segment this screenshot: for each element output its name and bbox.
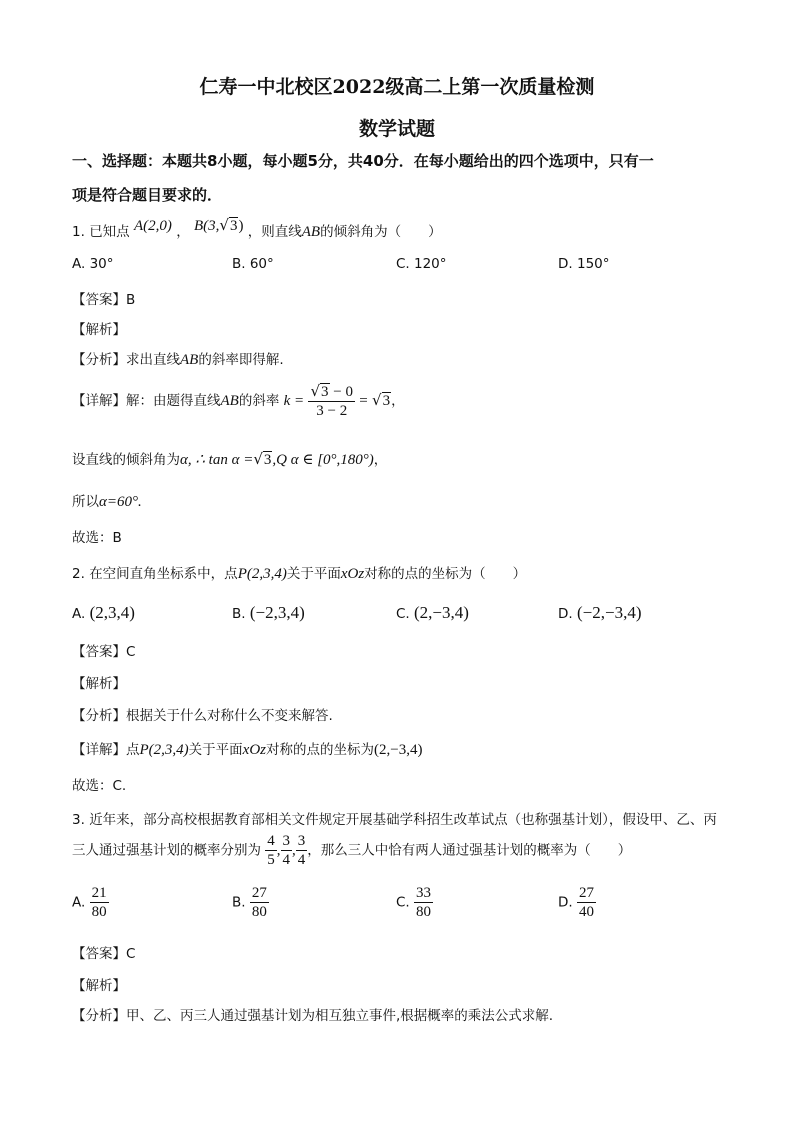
page-subtitle: 数学试题 bbox=[358, 118, 435, 140]
q1-point-b: B(3,√3) bbox=[193, 216, 244, 234]
q3-analysis-label: 【解析】 bbox=[72, 978, 126, 994]
q2-detail: 【详解】点P(2,3,4)关于平面xOz对称的点的坐标为(2,−3,4) bbox=[72, 742, 423, 758]
q2-option-d: D. (−2,−3,4) bbox=[558, 603, 642, 622]
q2-answer: 【答案】C bbox=[72, 644, 136, 660]
q1-analysis-label: 【解析】 bbox=[72, 322, 126, 338]
q1-option-d: D. 150° bbox=[558, 256, 610, 272]
q3-fenxi: 【分析】甲、乙、丙三人通过强基计划为相互独立事件,根据概率的乘法公式求解. bbox=[72, 1008, 554, 1024]
q1-stem: 1. 已知点 A(2,0) ， B(3,√3) ，则直线AB的倾斜角为（ ） bbox=[72, 216, 442, 240]
q1-so: 所以α=60°. bbox=[72, 494, 142, 510]
q3-option-c: C. $\frac{33}{80}$ bbox=[396, 885, 432, 920]
q3-option-b: B. $\frac{27}{80}$ bbox=[232, 885, 267, 920]
q1-fenxi: 【分析】求出直线AB的斜率即得解. bbox=[72, 352, 284, 368]
q1-choose: 故选：B bbox=[72, 530, 122, 546]
q1-step: 设直线的倾斜角为α, ∴ tan α =√3,Q α ∈ [0°,180°)， bbox=[72, 450, 388, 468]
page-title: 仁寿一中北校区2022级高二上第一次质量检测 bbox=[199, 76, 595, 98]
section-header-line2: 项是符合题目要求的． bbox=[72, 186, 223, 204]
q3-option-a: A. $\frac{21}{80}$ bbox=[72, 885, 107, 920]
q1-answer: 【答案】B bbox=[72, 292, 136, 308]
q2-option-c: C. (2,−3,4) bbox=[396, 603, 469, 622]
q1-option-a: A. 30° bbox=[72, 256, 114, 272]
q3-stem-line1: 3. 近年来，部分高校根据教育部相关文件规定开展基础学科招生改革试点（也称强基计划），假设甲、乙、丙 bbox=[72, 812, 717, 828]
section-header-line1: 一、选择题：本题共8小题，每小题5分，共40分．在每小题给出的四个选项中，只有一 bbox=[72, 152, 654, 170]
q2-choose: 故选：C. bbox=[72, 778, 127, 794]
q2-analysis-label: 【解析】 bbox=[72, 676, 126, 692]
q2-option-a: A. (2,3,4) bbox=[72, 603, 135, 622]
q3-stem-line2: 三人通过强基计划的概率分别为 $\frac{4}{5}$ , $\frac{3}{4}$ , $\frac{3}{4}$ ，那么三人中恰有两人通过强基计划的概率为（ ） bbox=[72, 833, 632, 868]
q3-option-d: D. $\frac{27}{40}$ bbox=[558, 885, 594, 920]
q3-answer: 【答案】C bbox=[72, 946, 136, 962]
q1-slope-fraction: $\frac{√3 - 0}{3 - 2}$ bbox=[310, 382, 353, 419]
q1-option-b: B. 60° bbox=[232, 256, 274, 272]
q1-point-a: A(2,0) bbox=[133, 218, 172, 234]
q1-detail: 【详解】解：由题得直线AB的斜率 k = $\frac{√3 - 0}{3 - 2}$ = √3， bbox=[72, 382, 405, 419]
q2-stem: 2. 在空间直角坐标系中，点P(2,3,4)关于平面xOz对称的点的坐标为（ ） bbox=[72, 566, 527, 582]
q2-option-b: B. (−2,3,4) bbox=[232, 603, 305, 622]
q2-fenxi: 【分析】根据关于什么对称什么不变来解答. bbox=[72, 708, 333, 724]
q1-option-c: C. 120° bbox=[396, 256, 447, 272]
